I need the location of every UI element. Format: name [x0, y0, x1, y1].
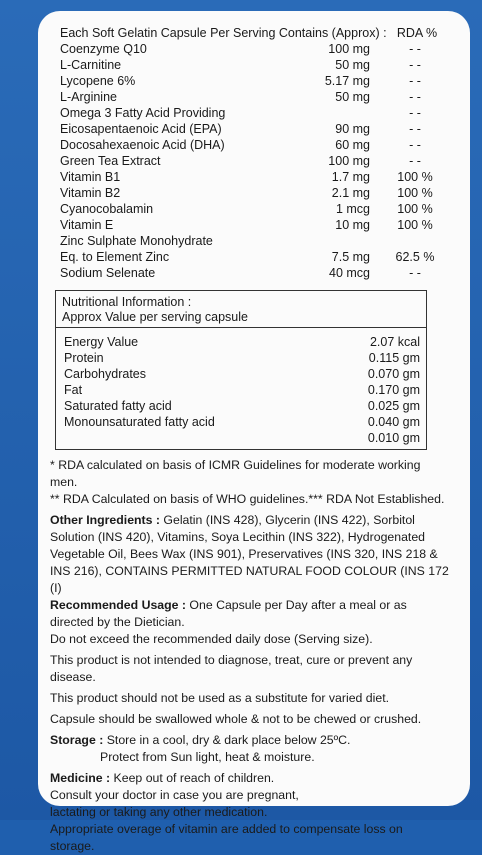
substitute-note: This product should not be used as a substitute for varied diet.: [50, 691, 390, 705]
ingredient-name: Eq. to Element Zinc: [60, 250, 170, 264]
nutrition-row: [56, 398, 426, 414]
ingredient-name: Zinc Sulphate Monohydrate: [60, 234, 213, 248]
nutrient-value: 2.07 kcal: [369, 335, 420, 349]
composition-table: [60, 25, 440, 281]
nutrient-name: Protein: [64, 351, 104, 365]
ingredient-amount: 7.5 mg: [331, 250, 370, 264]
ingredient-name: Omega 3 Fatty Acid Providing: [60, 106, 226, 120]
nutrient-name: Carbohydrates: [64, 367, 146, 381]
ingredient-amount: 50 mg: [335, 58, 370, 72]
composition-row: [60, 233, 440, 249]
nutrient-name: Fat: [64, 383, 83, 397]
ingredient-amount: 40 mcg: [329, 266, 370, 280]
composition-row: [60, 105, 440, 121]
rda-note-2: ** RDA Calculated on basis of WHO guidelines.*** RDA Not Established.: [50, 492, 445, 506]
nutrition-row: [56, 430, 426, 446]
nutrient-value: 0.025 gm: [367, 399, 420, 413]
ingredient-amount: 1 mcg: [335, 202, 370, 216]
storage: [50, 732, 450, 749]
ingredient-amount: 60 mg: [335, 138, 370, 152]
nutrient-name: Monounsaturated fatty acid: [64, 415, 215, 429]
ingredient-rda: 100 %: [397, 186, 433, 200]
ingredient-amount: 2.1 mg: [331, 186, 370, 200]
ingredient-rda: 100 %: [397, 170, 433, 184]
other-ingredients-label: Other Ingredients :: [50, 513, 160, 527]
ingredient-name: Cyanocobalamin: [60, 202, 154, 216]
nutrition-row: [56, 350, 426, 366]
medicine-label: Medicine :: [50, 771, 111, 785]
ingredient-name: Eicosapentaenoic Acid (EPA): [60, 122, 222, 136]
ingredient-rda: - -: [409, 138, 421, 152]
storage-text-2: Protect from Sun light, heat & moisture.: [100, 750, 315, 764]
ingredient-amount: 90 mg: [335, 122, 370, 136]
usage-text: One Capsule per Day after a meal or as directed by the Dietician.: [50, 598, 407, 629]
ingredient-rda: 100 %: [397, 202, 433, 216]
ingredient-name: Vitamin E: [60, 218, 114, 232]
ingredient-name: Sodium Selenate: [60, 266, 156, 280]
ingredient-rda: - -: [409, 42, 421, 56]
nutrient-name: Energy Value: [64, 335, 139, 349]
ingredient-name: Vitamin B1: [60, 170, 121, 184]
composition-row: [60, 217, 440, 233]
storage-text: Store in a cool, dry & dark place below 25ºC.: [103, 733, 351, 747]
ingredient-rda: - -: [409, 122, 421, 136]
ingredient-rda: - -: [409, 74, 421, 88]
ingredient-amount: 5.17 mg: [324, 74, 370, 88]
ingredient-rda: 100 %: [397, 218, 433, 232]
ingredient-rda: - -: [409, 90, 421, 104]
nutrient-name: Saturated fatty acid: [64, 399, 172, 413]
storage-label: Storage :: [50, 733, 104, 747]
ingredient-name: Docosahexaenoic Acid (DHA): [60, 138, 225, 152]
ingredient-name: Green Tea Extract: [60, 154, 161, 168]
ingredient-rda: 62.5 %: [395, 250, 435, 264]
nutrition-row: [56, 366, 426, 382]
composition-title: Each Soft Gelatin Capsule Per Serving Contains (Approx) :: [60, 26, 387, 40]
rda-header: RDA %: [396, 26, 438, 40]
composition-row: [60, 73, 440, 89]
rda-note-1: * RDA calculated on basis of ICMR Guidelines for moderate working men.: [50, 458, 421, 489]
composition-row: [60, 137, 440, 153]
disclaimer: This product is not intended to diagnose, treat, cure or prevent any disease.: [50, 653, 413, 684]
nutrition-row: [56, 414, 426, 430]
nutrient-value: 0.010 gm: [367, 431, 420, 445]
swallow-note: Capsule should be swallowed whole & not to be chewed or crushed.: [50, 712, 422, 726]
usage: [50, 597, 450, 631]
ingredient-name: Lycopene 6%: [60, 74, 136, 88]
composition-row: [60, 201, 440, 217]
nutrition-title: Nutritional Information :: [62, 295, 192, 309]
ingredient-amount: 10 mg: [335, 218, 370, 232]
nutrition-header: [56, 291, 426, 328]
composition-row: [60, 265, 440, 281]
ingredient-amount: 50 mg: [335, 90, 370, 104]
nutrient-value: 0.070 gm: [367, 367, 420, 381]
ingredient-amount: 1.7 mg: [331, 170, 370, 184]
ingredient-rda: - -: [409, 154, 421, 168]
dose-warning: Do not exceed the recommended daily dose (Serving size).: [50, 632, 373, 646]
ingredient-amount: 100 mg: [328, 42, 370, 56]
ingredient-name: Vitamin B2: [60, 186, 121, 200]
composition-row: [60, 89, 440, 105]
nutrient-value: 0.170 gm: [367, 383, 420, 397]
other-ingredients-text: Gelatin (INS 428), Glycerin (INS 422), Sorbitol Solution (INS 420), Vitamins, Soya Lecithin (INS 322), Hydrogenated Vegetable Oil, Bees Wax (INS 901), Preservatives (INS 320, INS 218 & INS 216), CONTAINS PERMITTED NATURAL FOOD COLOUR (INS 172 (I): [50, 513, 449, 595]
consult-line-1: Consult your doctor in case you are pregnant,: [50, 788, 299, 802]
composition-row: [60, 169, 440, 185]
nutrition-box: [55, 290, 427, 450]
composition-row: [60, 249, 440, 265]
notes-section: [50, 457, 450, 855]
nutrition-subtitle: Approx Value per serving capsule: [62, 310, 248, 324]
medicine-text: Keep out of reach of children.: [110, 771, 275, 785]
ingredient-name: Coenzyme Q10: [60, 42, 147, 56]
nutrition-row: [56, 334, 426, 350]
composition-row: [60, 57, 440, 73]
composition-row: [60, 121, 440, 137]
other-ingredients: [50, 512, 450, 597]
composition-header: [60, 25, 440, 41]
composition-row: [60, 153, 440, 169]
overage-note: Appropriate overage of vitamin are added to compensate loss on storage.: [50, 822, 403, 853]
nutrient-value: 0.115 gm: [368, 351, 420, 365]
ingredient-amount: 100 mg: [328, 154, 370, 168]
medicine: [50, 770, 450, 787]
ingredient-rda: - -: [409, 106, 421, 120]
nutrient-value: 0.040 gm: [367, 415, 420, 429]
ingredient-rda: - -: [409, 58, 421, 72]
ingredient-name: L-Carnitine: [60, 58, 122, 72]
nutrition-row: [56, 382, 426, 398]
usage-label: Recommended Usage :: [50, 598, 186, 612]
composition-row: [60, 41, 440, 57]
ingredient-rda: - -: [409, 266, 421, 280]
ingredient-name: L-Arginine: [60, 90, 117, 104]
composition-row: [60, 185, 440, 201]
consult-line-2: lactating or taking any other medication.: [50, 805, 268, 819]
